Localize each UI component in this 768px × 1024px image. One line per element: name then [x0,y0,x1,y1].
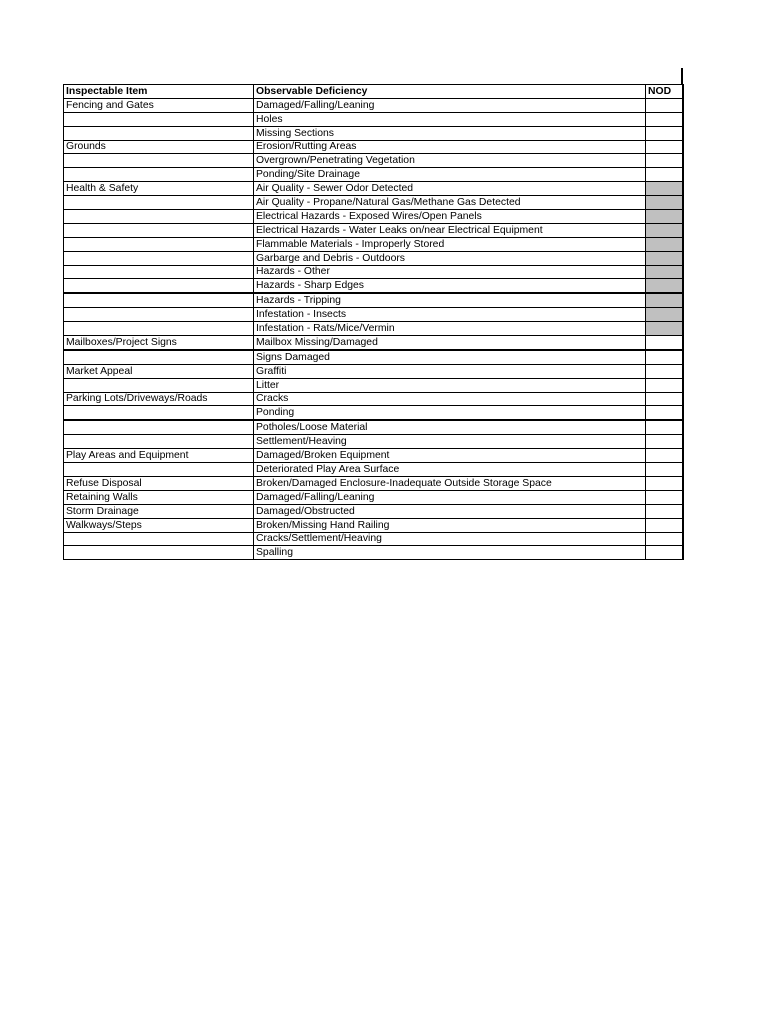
cell-nod[interactable] [646,449,683,463]
cell-observable-deficiency[interactable]: Damaged/Broken Equipment [254,449,646,463]
header-observable-deficiency[interactable]: Observable Deficiency [254,85,646,99]
cell-observable-deficiency[interactable]: Cracks [254,392,646,406]
cell-inspectable-item[interactable] [64,308,254,322]
cell-inspectable-item[interactable]: Health & Safety [64,182,254,196]
cell-observable-deficiency[interactable]: Hazards - Other [254,265,646,279]
cell-observable-deficiency[interactable]: Air Quality - Propane/Natural Gas/Methane Gas Detected [254,196,646,210]
cell-nod[interactable] [646,279,683,293]
cell-observable-deficiency[interactable]: Ponding/Site Drainage [254,168,646,182]
cell-inspectable-item[interactable]: Market Appeal [64,364,254,378]
cell-inspectable-item[interactable] [64,223,254,237]
table-row [64,154,683,168]
cell-observable-deficiency[interactable]: Damaged/Obstructed [254,504,646,518]
cell-observable-deficiency[interactable]: Garbarge and Debris - Outdoors [254,251,646,265]
cell-observable-deficiency[interactable]: Holes [254,112,646,126]
table-row [64,435,683,449]
cell-inspectable-item[interactable]: Play Areas and Equipment [64,449,254,463]
cell-inspectable-item[interactable] [64,546,254,560]
cell-inspectable-item[interactable] [64,251,254,265]
cell-observable-deficiency[interactable]: Missing Sections [254,126,646,140]
cell-inspectable-item[interactable] [64,112,254,126]
cell-inspectable-item[interactable] [64,420,254,434]
cell-inspectable-item[interactable]: Grounds [64,140,254,154]
table-row [64,210,683,224]
table-row [64,449,683,463]
cell-inspectable-item[interactable] [64,237,254,251]
cell-observable-deficiency[interactable]: Signs Damaged [254,350,646,364]
cell-nod[interactable] [646,364,683,378]
table-row [64,112,683,126]
cell-inspectable-item[interactable] [64,168,254,182]
table-row [64,392,683,406]
cell-nod[interactable] [646,140,683,154]
cell-inspectable-item[interactable]: Retaining Walls [64,490,254,504]
cell-nod[interactable] [646,336,683,350]
table-row [64,463,683,477]
table-body [64,98,683,559]
cell-observable-deficiency[interactable]: Electrical Hazards - Water Leaks on/near Electrical Equipment [254,223,646,237]
cell-observable-deficiency[interactable]: Electrical Hazards - Exposed Wires/Open Panels [254,210,646,224]
table-row [64,322,683,336]
cell-nod[interactable] [646,420,683,434]
table-row [64,223,683,237]
cell-nod[interactable] [646,504,683,518]
cell-nod[interactable] [646,196,683,210]
table-row [64,182,683,196]
cell-nod[interactable] [646,463,683,477]
cell-observable-deficiency[interactable]: Hazards - Sharp Edges [254,279,646,293]
cell-inspectable-item[interactable] [64,126,254,140]
table-row [64,504,683,518]
cell-observable-deficiency[interactable]: Flammable Materials - Improperly Stored [254,237,646,251]
table-row [64,279,683,293]
cell-observable-deficiency[interactable]: Mailbox Missing/Damaged [254,336,646,350]
cell-observable-deficiency[interactable]: Hazards - Tripping [254,293,646,307]
cell-nod[interactable] [646,476,683,490]
cell-inspectable-item[interactable] [64,154,254,168]
cell-observable-deficiency[interactable]: Damaged/Falling/Leaning [254,490,646,504]
table-row [64,364,683,378]
cell-observable-deficiency[interactable]: Deteriorated Play Area Surface [254,463,646,477]
header-nod[interactable]: NOD [646,85,683,99]
cell-nod[interactable] [646,490,683,504]
cell-nod[interactable] [646,350,683,364]
table-row [64,140,683,154]
table-row [64,251,683,265]
cell-observable-deficiency[interactable]: Damaged/Falling/Leaning [254,98,646,112]
cell-nod[interactable] [646,98,683,112]
cell-observable-deficiency[interactable]: Cracks/Settlement/Heaving [254,532,646,546]
cell-observable-deficiency[interactable]: Graffiti [254,364,646,378]
cell-nod[interactable] [646,406,683,420]
cell-observable-deficiency[interactable]: Ponding [254,406,646,420]
header-inspectable-item[interactable]: Inspectable Item [64,85,254,99]
cell-observable-deficiency[interactable]: Litter [254,378,646,392]
cell-nod[interactable] [646,223,683,237]
cell-nod[interactable] [646,210,683,224]
inspection-table [63,84,684,560]
cell-inspectable-item[interactable] [64,196,254,210]
table-row [64,126,683,140]
cell-nod[interactable] [646,112,683,126]
cell-inspectable-item[interactable] [64,210,254,224]
cell-nod[interactable] [646,237,683,251]
cell-observable-deficiency[interactable]: Air Quality - Sewer Odor Detected [254,182,646,196]
table-row [64,546,683,560]
cell-nod[interactable] [646,265,683,279]
cell-inspectable-item[interactable]: Parking Lots/Driveways/Roads [64,392,254,406]
cell-nod[interactable] [646,322,683,336]
table-row [64,98,683,112]
cell-inspectable-item[interactable] [64,435,254,449]
cell-observable-deficiency[interactable]: Potholes/Loose Material [254,420,646,434]
table-row [64,490,683,504]
cell-observable-deficiency[interactable]: Broken/Missing Hand Railing [254,518,646,532]
cell-nod[interactable] [646,518,683,532]
table-row [64,237,683,251]
cell-observable-deficiency[interactable]: Infestation - Insects [254,308,646,322]
table-row [64,518,683,532]
cell-inspectable-item[interactable] [64,350,254,364]
table-row [64,476,683,490]
cell-observable-deficiency[interactable]: Settlement/Heaving [254,435,646,449]
header-row [64,85,683,99]
table-row [64,168,683,182]
column-border-stub [681,68,683,84]
cell-nod[interactable] [646,308,683,322]
table-row [64,196,683,210]
table-row [64,308,683,322]
cell-inspectable-item[interactable] [64,293,254,307]
cell-inspectable-item[interactable] [64,265,254,279]
cell-nod[interactable] [646,182,683,196]
cell-inspectable-item[interactable]: Mailboxes/Project Signs [64,336,254,350]
cell-inspectable-item[interactable]: Walkways/Steps [64,518,254,532]
cell-inspectable-item[interactable]: Refuse Disposal [64,476,254,490]
cell-nod[interactable] [646,435,683,449]
cell-observable-deficiency[interactable]: Spalling [254,546,646,560]
table-row [64,350,683,364]
table-row [64,293,683,307]
cell-nod[interactable] [646,293,683,307]
cell-observable-deficiency[interactable]: Erosion/Rutting Areas [254,140,646,154]
cell-inspectable-item[interactable] [64,279,254,293]
table-row [64,532,683,546]
cell-nod[interactable] [646,378,683,392]
cell-nod[interactable] [646,251,683,265]
table-row [64,420,683,434]
cell-nod[interactable] [646,546,683,560]
cell-inspectable-item[interactable] [64,322,254,336]
cell-inspectable-item[interactable] [64,532,254,546]
cell-nod[interactable] [646,392,683,406]
cell-inspectable-item[interactable] [64,406,254,420]
cell-observable-deficiency[interactable]: Infestation - Rats/Mice/Vermin [254,322,646,336]
cell-inspectable-item[interactable]: Storm Drainage [64,504,254,518]
cell-inspectable-item[interactable] [64,378,254,392]
table-row [64,406,683,420]
table-row [64,378,683,392]
cell-observable-deficiency[interactable]: Overgrown/Penetrating Vegetation [254,154,646,168]
cell-nod[interactable] [646,532,683,546]
cell-nod[interactable] [646,168,683,182]
cell-inspectable-item[interactable]: Fencing and Gates [64,98,254,112]
cell-inspectable-item[interactable] [64,463,254,477]
cell-observable-deficiency[interactable]: Broken/Damaged Enclosure-Inadequate Outside Storage Space [254,476,646,490]
table-row [64,336,683,350]
cell-nod[interactable] [646,154,683,168]
table-row [64,265,683,279]
cell-nod[interactable] [646,126,683,140]
